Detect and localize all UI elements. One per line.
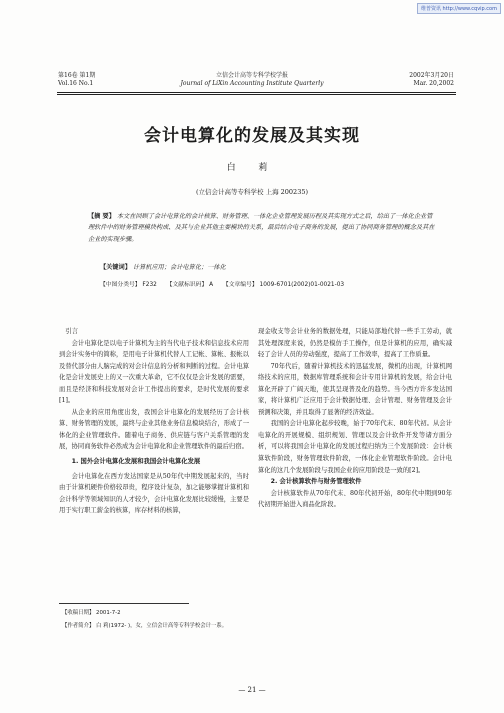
document-code: 【文献标识码】 A bbox=[166, 282, 214, 288]
paragraph: 从企业的应用角度出发，我国会计电算化的发展经历了会计核算、财务管理的发展，最终与企业其他业务信息模块结合，形成了一体化的企业管理软件。随着电子商务、供应链与客户关系管理的发展，协同商务软件必然成为会计电算化和企业管理软件的最后归宿。 bbox=[59, 408, 249, 451]
journal-cn: 立信会计高等专科学校学报 bbox=[215, 72, 288, 79]
keywords-text: 计算机应用；会计电算化；一体化 bbox=[132, 264, 226, 271]
abstract bbox=[88, 211, 438, 245]
page-number: — 21 — bbox=[238, 686, 266, 694]
intro-heading: 引言 bbox=[65, 328, 78, 335]
paragraph: 会计电算化是以电子计算机为主的当代电子技术和信息技术应用到会计实务中的简称，是用电子计算机代替人工记帐、算帐、报帐以及替代部分由人脑完成的对会计信息的分析和判断的过程。会计电算化是会计发展史上的又一次重大革命，它不仅仅是会计发展的需要，而且是经济和科技发展对会计工作提出的要求，是时代发展的要求[1]。 bbox=[59, 339, 249, 405]
keywords bbox=[100, 262, 226, 271]
keywords-label: 【关键词】 bbox=[100, 264, 131, 271]
paragraph: 会计电算化在西方发达国家是从50年代中期发展起来的，当时由于计算机硬件价格较昂贵，程序设计复杂，加之能够掌握计算机和会计科学等领域知识的人才较少，会计电算化发展比较缓慢，主要是用于实行职工薪金的核算，库存材料的核算， bbox=[59, 472, 249, 515]
date-en: Mar. 20,2002 bbox=[413, 80, 454, 87]
paragraph: 70年代后，随着计算机技术的迅猛发展，微机的出现，计算机网络技术的应用，数据库管理系统和会计专用计算机的发展，给会计电算化开辟了广阔天地，使其呈现普及化的趋势。当今西方许多发达国家，将计算机广泛应用于会计数据处理、会计管理、财务管理及会计预测和决策，并且取得了显著的经济效益。 bbox=[258, 362, 452, 416]
author-bio: 【作者简介】 白 莉(1972- )，女，立信会计高等专科学校会计一系。 bbox=[62, 623, 228, 629]
section-heading-2: 2. 会计核算软件与财务管理软件 bbox=[270, 478, 362, 486]
article-title: 会计电算化的发展及其实现 bbox=[144, 126, 360, 146]
classification-line bbox=[100, 279, 352, 288]
journal-en: Journal of LiXin Accounting Institute Quarterly bbox=[180, 80, 324, 87]
volume-en: Vol.16 No.1 bbox=[58, 80, 94, 87]
article-author: 白 莉 bbox=[226, 163, 278, 173]
volume-cn: 第16卷 第1期 bbox=[58, 72, 96, 79]
author-affiliation: (立信会计高等专科学校 上海 200235) bbox=[195, 188, 309, 196]
header-rule-thin bbox=[57, 94, 456, 95]
issue-date bbox=[409, 72, 454, 88]
paragraph: 会计核算软件从70年代末、80年代初开始，80年代中期到90年代初期开始进入商品化阶段。 bbox=[258, 489, 452, 509]
watermark-badge: 维普资讯 http://www.cqvip.com bbox=[417, 3, 501, 14]
paragraph: 我国的会计电算化起步较晚，始于70年代末、80年代初。从会计电算化的开展规模、组织规划、管理以及会计软件开发等诸方面分析，可以将我国会计电算化的发展过程归纳为三个发展阶段：会计核算软件阶段，财务管理软件阶段，一体化企业管理软件阶段。会计电算化的这几个发展阶段与我国企业的应用阶段是一致的[2]。 bbox=[258, 420, 452, 474]
footnote-rule bbox=[59, 603, 189, 604]
clc-number: 【中图分类号】 F232 bbox=[100, 282, 157, 288]
date-cn: 2002年3月20日 bbox=[409, 72, 454, 79]
abstract-text: 本文在回顾了会计电算化的会计核算、财务管理、一体化企业管理发展历程及其实现方式之后，给出了一体化企业管理软件中的财务管理模块构成、及其与企业其他主要模块的关系，最后结合电子商务的发展，提出了协同商务管理的概念及其在企业的实现步骤。 bbox=[88, 213, 435, 243]
header-rule bbox=[57, 92, 456, 93]
article-number: 【文章编号】 1009-6701(2002)01-0021-03 bbox=[222, 282, 345, 288]
received-date: 【收稿日期】 2001-7-2 bbox=[62, 610, 121, 616]
paragraph-continued: 现金收支等会计业务的数据处理，只能局部地代替一些手工劳动，就其处理深度来说，仍然是模仿手工操作，但是计算机的应用，确实减轻了会计人员的劳动强度，提高了工作效率，提高了工作质量。 bbox=[258, 328, 452, 359]
body-column-right bbox=[258, 326, 452, 511]
section-heading-1: 1. 国外会计电算化发展和我国会计电算化发展 bbox=[71, 458, 201, 466]
abstract-label: 【摘 要】 bbox=[88, 213, 115, 220]
body-column-left bbox=[59, 326, 249, 517]
